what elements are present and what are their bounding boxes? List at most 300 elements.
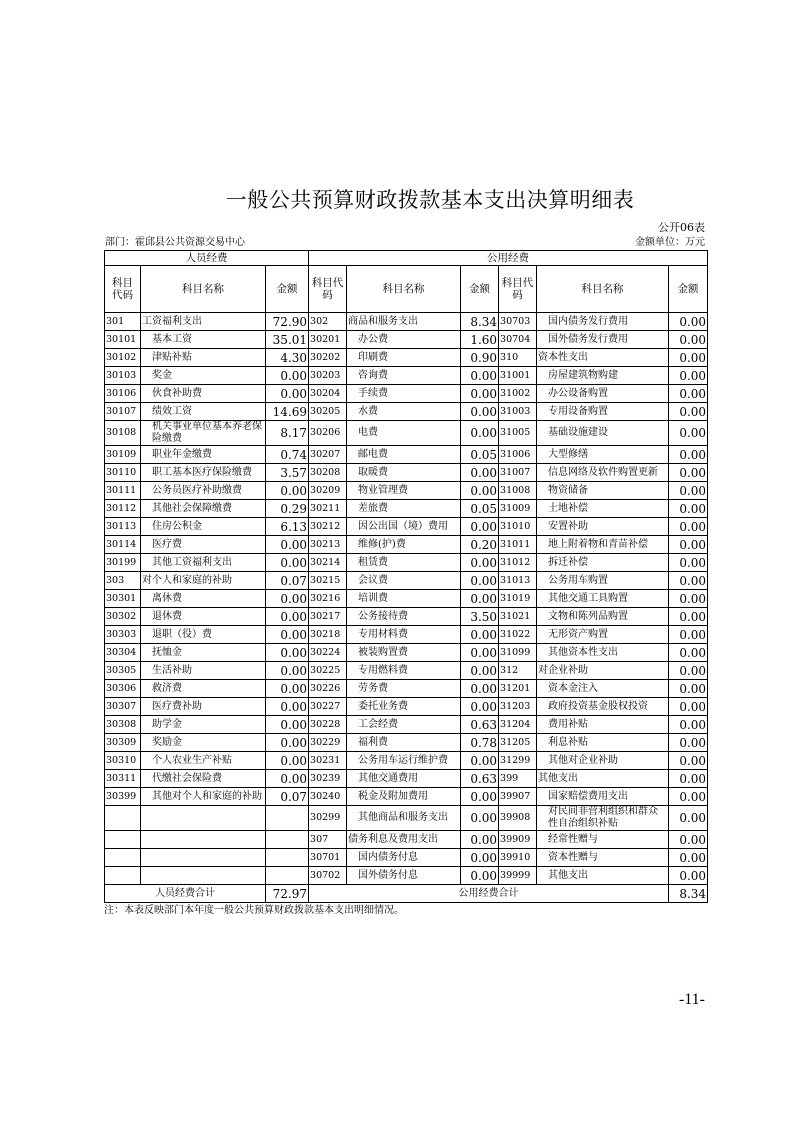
- public-right-amount-cell: 0.00: [669, 403, 708, 421]
- public-left-amount-cell: 0.78: [461, 734, 499, 752]
- public-right-amount-cell: 0.00: [669, 716, 708, 734]
- personnel-code-cell: 30305: [105, 662, 141, 680]
- table-row: [105, 698, 708, 716]
- personnel-code-cell: 30304: [105, 644, 141, 662]
- public-left-code-cell: 30206: [309, 421, 347, 446]
- public-right-name-cell: 物资储备: [537, 482, 669, 500]
- personnel-code-cell: 30102: [105, 349, 141, 367]
- personnel-code-cell: 30106: [105, 385, 141, 403]
- public-right-amount-header: 金额: [669, 266, 708, 313]
- public-left-code-cell: 30202: [309, 349, 347, 367]
- personnel-amount-cell: 4.30: [266, 349, 309, 367]
- personnel-name-cell: 职工基本医疗保险缴费: [141, 464, 266, 482]
- personnel-amount-cell: 0.00: [266, 590, 309, 608]
- personnel-amount-cell: [266, 831, 309, 849]
- personnel-name-cell: 机关事业单位基本养老保险缴费: [141, 421, 266, 446]
- public-left-name-cell: 手续费: [347, 385, 461, 403]
- table-row: [105, 734, 708, 752]
- public-right-code-cell: 31005: [499, 421, 537, 446]
- personnel-name-cell: [141, 849, 266, 867]
- public-left-code-cell: 30201: [309, 331, 347, 349]
- public-right-name-cell: 经常性赠与: [537, 831, 669, 849]
- public-left-name-cell: 专用燃料费: [347, 662, 461, 680]
- public-right-name-cell: 专用设备购置: [537, 403, 669, 421]
- personnel-name-cell: 医疗费: [141, 536, 266, 554]
- public-left-name-cell: 邮电费: [347, 446, 461, 464]
- personnel-amount-cell: 0.00: [266, 536, 309, 554]
- public-left-amount-cell: 0.00: [461, 518, 499, 536]
- public-left-code-cell: 30211: [309, 500, 347, 518]
- public-left-name-cell: 其他商品和服务支出: [347, 806, 461, 831]
- public-left-amount-cell: 0.00: [461, 572, 499, 590]
- group-header-row: [105, 251, 708, 266]
- public-right-name-cell: 资本性赠与: [537, 849, 669, 867]
- public-right-name-cell: 国外债务发行费用: [537, 331, 669, 349]
- personnel-name-cell: 伙食补助费: [141, 385, 266, 403]
- public-right-amount-cell: 0.00: [669, 626, 708, 644]
- public-left-amount-cell: 0.00: [461, 385, 499, 403]
- public-right-amount-cell: 0.00: [669, 680, 708, 698]
- personnel-name-cell: [141, 867, 266, 885]
- public-left-amount-cell: 0.00: [461, 644, 499, 662]
- personnel-amount-cell: 3.57: [266, 464, 309, 482]
- table-row: [105, 626, 708, 644]
- public-left-code-cell: 30229: [309, 734, 347, 752]
- personnel-amount-cell: 72.90: [266, 313, 309, 331]
- public-right-amount-cell: 0.00: [669, 806, 708, 831]
- public-left-amount-cell: 0.63: [461, 716, 499, 734]
- public-right-code-cell: 31008: [499, 482, 537, 500]
- public-left-code-cell: 30213: [309, 536, 347, 554]
- table-row: [105, 572, 708, 590]
- table-row: [105, 662, 708, 680]
- public-right-amount-cell: 0.00: [669, 590, 708, 608]
- public-right-amount-cell: 0.00: [669, 446, 708, 464]
- personnel-name-cell: [141, 806, 266, 831]
- personnel-code-cell: 30109: [105, 446, 141, 464]
- public-right-name-cell: 信息网络及软件购置更新: [537, 464, 669, 482]
- public-right-name-cell: 安置补助: [537, 518, 669, 536]
- public-right-code-cell: 30704: [499, 331, 537, 349]
- table-row: [105, 608, 708, 626]
- public-right-name-cell: 国内债务发行费用: [537, 313, 669, 331]
- personnel-name-cell: 个人农业生产补贴: [141, 752, 266, 770]
- public-left-code-cell: 30299: [309, 806, 347, 831]
- personnel-amount-cell: 0.29: [266, 500, 309, 518]
- public-left-code-cell: 30215: [309, 572, 347, 590]
- personnel-name-cell: 退休费: [141, 608, 266, 626]
- public-right-amount-cell: 0.00: [669, 518, 708, 536]
- public-left-name-cell: 公务用车运行维护费: [347, 752, 461, 770]
- personnel-name-cell: 其他工资福利支出: [141, 554, 266, 572]
- public-left-code-cell: 302: [309, 313, 347, 331]
- personnel-name-cell: 代缴社会保险费: [141, 770, 266, 788]
- public-left-code-cell: 30212: [309, 518, 347, 536]
- public-left-amount-cell: 0.05: [461, 446, 499, 464]
- public-right-amount-cell: 0.00: [669, 367, 708, 385]
- public-right-name-cell: 政府投资基金股权投资: [537, 698, 669, 716]
- public-right-amount-cell: 0.00: [669, 752, 708, 770]
- public-left-code-cell: 30701: [309, 849, 347, 867]
- public-left-code-cell: 30228: [309, 716, 347, 734]
- public-right-amount-cell: 0.00: [669, 536, 708, 554]
- public-left-code-cell: 30227: [309, 698, 347, 716]
- personnel-name-cell: 工资福利支出: [141, 313, 266, 331]
- public-left-amount-cell: 1.60: [461, 331, 499, 349]
- public-right-name-cell: 对民间非营利组织和群众性自治组织补贴: [537, 806, 669, 831]
- public-right-code-cell: 39907: [499, 788, 537, 806]
- personnel-amount-cell: 0.00: [266, 752, 309, 770]
- public-right-name-cell: 无形资产购置: [537, 626, 669, 644]
- personnel-code-cell: [105, 831, 141, 849]
- table-row: [105, 331, 708, 349]
- personnel-amount-cell: 0.00: [266, 554, 309, 572]
- public-right-amount-cell: 0.00: [669, 608, 708, 626]
- public-right-code-cell: 31001: [499, 367, 537, 385]
- personnel-code-header: 科目代码: [105, 266, 141, 313]
- unit-label: 金额单位：万元: [635, 237, 705, 248]
- public-right-name-cell: 对企业补助: [537, 662, 669, 680]
- public-right-code-cell: 31013: [499, 572, 537, 590]
- public-right-code-cell: 31205: [499, 734, 537, 752]
- table-row: [105, 385, 708, 403]
- public-left-name-cell: 福利费: [347, 734, 461, 752]
- public-left-name-cell: 专用材料费: [347, 626, 461, 644]
- public-left-code-cell: 30205: [309, 403, 347, 421]
- public-right-code-cell: 31203: [499, 698, 537, 716]
- personnel-name-cell: 医疗费补助: [141, 698, 266, 716]
- public-right-name-cell: 资本性支出: [537, 349, 669, 367]
- public-right-code-cell: 39910: [499, 849, 537, 867]
- personnel-amount-cell: 0.00: [266, 680, 309, 698]
- personnel-name-cell: 生活补助: [141, 662, 266, 680]
- public-right-code-cell: 39999: [499, 867, 537, 885]
- personnel-total-label: 人员经费合计: [105, 885, 266, 903]
- personnel-code-cell: [105, 867, 141, 885]
- personnel-name-cell: [141, 831, 266, 849]
- public-right-amount-cell: 0.00: [669, 554, 708, 572]
- public-right-name-cell: 大型修缮: [537, 446, 669, 464]
- personnel-code-cell: [105, 806, 141, 831]
- public-right-code-cell: 31299: [499, 752, 537, 770]
- public-left-name-cell: 培训费: [347, 590, 461, 608]
- table-row: [105, 752, 708, 770]
- public-left-name-cell: 电费: [347, 421, 461, 446]
- table-row: [105, 349, 708, 367]
- public-left-amount-cell: 0.20: [461, 536, 499, 554]
- table-row: [105, 482, 708, 500]
- public-left-name-cell: 维修(护)费: [347, 536, 461, 554]
- public-right-amount-cell: 0.00: [669, 572, 708, 590]
- personnel-name-cell: 助学金: [141, 716, 266, 734]
- public-right-code-cell: 310: [499, 349, 537, 367]
- table-row: [105, 536, 708, 554]
- public-left-amount-cell: 0.00: [461, 680, 499, 698]
- public-right-amount-cell: 0.00: [669, 385, 708, 403]
- personnel-name-cell: 住房公积金: [141, 518, 266, 536]
- public-left-name-cell: 劳务费: [347, 680, 461, 698]
- public-left-code-cell: 30203: [309, 367, 347, 385]
- personnel-amount-cell: 0.00: [266, 644, 309, 662]
- public-left-code-cell: 30207: [309, 446, 347, 464]
- public-right-name-cell: 公务用车购置: [537, 572, 669, 590]
- public-left-amount-cell: 3.50: [461, 608, 499, 626]
- public-right-amount-cell: 0.00: [669, 644, 708, 662]
- department-label: 部门：霍邱县公共资源交易中心: [105, 237, 245, 248]
- personnel-amount-cell: 0.00: [266, 662, 309, 680]
- personnel-code-cell: 30113: [105, 518, 141, 536]
- personnel-amount-cell: 0.00: [266, 698, 309, 716]
- personnel-amount-cell: 0.00: [266, 770, 309, 788]
- public-right-name-cell: 办公设备购置: [537, 385, 669, 403]
- personnel-amount-cell: 0.00: [266, 608, 309, 626]
- public-left-name-cell: 办公费: [347, 331, 461, 349]
- public-left-name-cell: 印刷费: [347, 349, 461, 367]
- table-row: [105, 554, 708, 572]
- public-left-name-cell: 咨询费: [347, 367, 461, 385]
- public-right-name-cell: 土地补偿: [537, 500, 669, 518]
- table-row: [105, 518, 708, 536]
- table-row: [105, 770, 708, 788]
- public-left-name-cell: 水费: [347, 403, 461, 421]
- table-row: [105, 867, 708, 885]
- table-row: [105, 500, 708, 518]
- personnel-code-cell: 30306: [105, 680, 141, 698]
- public-right-amount-cell: 0.00: [669, 421, 708, 446]
- personnel-code-cell: 30302: [105, 608, 141, 626]
- personnel-name-cell: 职业年金缴费: [141, 446, 266, 464]
- public-left-amount-cell: 0.00: [461, 590, 499, 608]
- personnel-code-cell: 30101: [105, 331, 141, 349]
- public-right-name-cell: 文物和陈列品购置: [537, 608, 669, 626]
- public-right-name-cell: 拆迁补偿: [537, 554, 669, 572]
- public-right-name-cell: 国家赔偿费用支出: [537, 788, 669, 806]
- public-left-code-cell: 30208: [309, 464, 347, 482]
- public-left-amount-cell: 0.00: [461, 626, 499, 644]
- personnel-code-cell: 30111: [105, 482, 141, 500]
- personnel-code-cell: 30108: [105, 421, 141, 446]
- public-left-name-cell: 差旅费: [347, 500, 461, 518]
- public-total-amount: 8.34: [669, 885, 708, 903]
- public-right-amount-cell: 0.00: [669, 662, 708, 680]
- public-left-name-cell: 取暖费: [347, 464, 461, 482]
- public-left-amount-cell: 0.00: [461, 806, 499, 831]
- public-right-code-cell: 39908: [499, 806, 537, 831]
- personnel-name-cell: 其他对个人和家庭的补助: [141, 788, 266, 806]
- personnel-code-cell: 30303: [105, 626, 141, 644]
- public-left-amount-cell: 0.63: [461, 770, 499, 788]
- public-left-name-cell: 被装购置费: [347, 644, 461, 662]
- public-right-amount-cell: 0.00: [669, 500, 708, 518]
- personnel-amount-cell: 35.01: [266, 331, 309, 349]
- public-right-amount-cell: 0.00: [669, 867, 708, 885]
- public-left-code-cell: 30240: [309, 788, 347, 806]
- public-right-amount-cell: 0.00: [669, 464, 708, 482]
- personnel-amount-cell: 0.00: [266, 385, 309, 403]
- personnel-name-cell: 公务员医疗补助缴费: [141, 482, 266, 500]
- personnel-code-cell: 30301: [105, 590, 141, 608]
- public-right-amount-cell: 0.00: [669, 788, 708, 806]
- table-row: [105, 313, 708, 331]
- public-right-name-cell: 费用补贴: [537, 716, 669, 734]
- personnel-amount-cell: 0.00: [266, 482, 309, 500]
- page-title: 一般公共预算财政拨款基本支出决算明细表: [225, 188, 635, 212]
- public-right-code-cell: 31021: [499, 608, 537, 626]
- public-left-amount-cell: 0.00: [461, 421, 499, 446]
- public-left-code-cell: 30224: [309, 644, 347, 662]
- public-left-name-header: 科目名称: [347, 266, 461, 313]
- personnel-code-cell: 30112: [105, 500, 141, 518]
- public-right-name-cell: 地上附着物和青苗补偿: [537, 536, 669, 554]
- personnel-code-cell: 30103: [105, 367, 141, 385]
- table-row: [105, 644, 708, 662]
- public-left-amount-cell: 0.00: [461, 831, 499, 849]
- public-left-amount-cell: 0.00: [461, 698, 499, 716]
- public-right-name-cell: 房屋建筑物购建: [537, 367, 669, 385]
- personnel-code-cell: 30307: [105, 698, 141, 716]
- personnel-header: 人员经费: [105, 251, 309, 266]
- public-right-code-cell: 31099: [499, 644, 537, 662]
- public-right-code-cell: 39909: [499, 831, 537, 849]
- public-left-amount-cell: 0.00: [461, 464, 499, 482]
- public-right-code-cell: 312: [499, 662, 537, 680]
- personnel-name-cell: 奖金: [141, 367, 266, 385]
- personnel-name-header: 科目名称: [141, 266, 266, 313]
- public-left-amount-cell: 0.00: [461, 367, 499, 385]
- table-row: [105, 590, 708, 608]
- public-right-name-cell: 基础设施建设: [537, 421, 669, 446]
- public-left-code-header: 科目代码: [309, 266, 347, 313]
- public-right-amount-cell: 0.00: [669, 831, 708, 849]
- public-right-amount-cell: 0.00: [669, 331, 708, 349]
- public-right-name-header: 科目名称: [537, 266, 669, 313]
- public-right-amount-cell: 0.00: [669, 313, 708, 331]
- personnel-code-cell: 30199: [105, 554, 141, 572]
- public-left-code-cell: 30214: [309, 554, 347, 572]
- public-right-name-cell: 其他支出: [537, 867, 669, 885]
- public-right-amount-cell: 0.00: [669, 698, 708, 716]
- public-left-amount-cell: 0.00: [461, 849, 499, 867]
- public-left-name-cell: 租赁费: [347, 554, 461, 572]
- public-left-amount-header: 金额: [461, 266, 499, 313]
- public-total-label: 公用经费合计: [309, 885, 669, 903]
- personnel-code-cell: [105, 849, 141, 867]
- public-right-code-cell: 31022: [499, 626, 537, 644]
- public-left-amount-cell: 0.00: [461, 403, 499, 421]
- public-left-code-cell: 30225: [309, 662, 347, 680]
- personnel-name-cell: 基本工资: [141, 331, 266, 349]
- public-right-code-cell: 31003: [499, 403, 537, 421]
- table-row: [105, 421, 708, 446]
- public-left-name-cell: 会议费: [347, 572, 461, 590]
- personnel-amount-cell: 0.00: [266, 367, 309, 385]
- public-left-code-cell: 30226: [309, 680, 347, 698]
- public-left-amount-cell: 0.00: [461, 788, 499, 806]
- table-body: [105, 313, 708, 885]
- public-left-name-cell: 委托业务费: [347, 698, 461, 716]
- public-left-amount-cell: 0.05: [461, 500, 499, 518]
- public-left-name-cell: 国外债务付息: [347, 867, 461, 885]
- personnel-amount-cell: 0.07: [266, 572, 309, 590]
- page-number: -11-: [678, 991, 705, 1008]
- public-right-code-cell: 399: [499, 770, 537, 788]
- public-left-code-cell: 30239: [309, 770, 347, 788]
- personnel-name-cell: 救济费: [141, 680, 266, 698]
- personnel-name-cell: 津贴补贴: [141, 349, 266, 367]
- public-left-name-cell: 债务利息及费用支出: [347, 831, 461, 849]
- personnel-name-cell: 离休费: [141, 590, 266, 608]
- personnel-amount-cell: 6.13: [266, 518, 309, 536]
- public-right-amount-cell: 0.00: [669, 770, 708, 788]
- public-left-name-cell: 其他交通费用: [347, 770, 461, 788]
- public-left-code-cell: 30209: [309, 482, 347, 500]
- personnel-amount-cell: 0.00: [266, 626, 309, 644]
- public-right-amount-cell: 0.00: [669, 734, 708, 752]
- personnel-code-cell: 301: [105, 313, 141, 331]
- table-number: 公开06表: [658, 221, 705, 234]
- public-right-amount-cell: 0.00: [669, 349, 708, 367]
- personnel-amount-cell: [266, 806, 309, 831]
- personnel-amount-header: 金额: [266, 266, 309, 313]
- personnel-code-cell: 30110: [105, 464, 141, 482]
- table-row: [105, 446, 708, 464]
- public-left-code-cell: 30216: [309, 590, 347, 608]
- personnel-code-cell: 303: [105, 572, 141, 590]
- public-left-name-cell: 税金及附加费用: [347, 788, 461, 806]
- personnel-code-cell: 30311: [105, 770, 141, 788]
- public-right-name-cell: 其他对企业补助: [537, 752, 669, 770]
- public-left-name-cell: 国内债务付息: [347, 849, 461, 867]
- personnel-amount-cell: [266, 867, 309, 885]
- public-right-code-cell: 31009: [499, 500, 537, 518]
- public-right-code-cell: 31012: [499, 554, 537, 572]
- public-left-amount-cell: 0.00: [461, 554, 499, 572]
- public-right-code-header: 科目代码: [499, 266, 537, 313]
- personnel-name-cell: 对个人和家庭的补助: [141, 572, 266, 590]
- public-left-name-cell: 物业管理费: [347, 482, 461, 500]
- public-left-code-cell: 30702: [309, 867, 347, 885]
- personnel-name-cell: 其他社会保障缴费: [141, 500, 266, 518]
- table-row: [105, 680, 708, 698]
- public-left-name-cell: 工会经费: [347, 716, 461, 734]
- personnel-code-cell: 30308: [105, 716, 141, 734]
- personnel-code-cell: 30310: [105, 752, 141, 770]
- public-right-name-cell: 其他支出: [537, 770, 669, 788]
- public-left-name-cell: 因公出国（境）费用: [347, 518, 461, 536]
- personnel-name-cell: 退职（役）费: [141, 626, 266, 644]
- column-header-row: [105, 266, 708, 313]
- personnel-name-cell: 抚恤金: [141, 644, 266, 662]
- public-left-code-cell: 30218: [309, 626, 347, 644]
- personnel-amount-cell: 0.00: [266, 716, 309, 734]
- personnel-code-cell: 30309: [105, 734, 141, 752]
- public-left-amount-cell: 0.00: [461, 867, 499, 885]
- total-row: [105, 885, 708, 903]
- table-row: [105, 788, 708, 806]
- public-right-code-cell: 31006: [499, 446, 537, 464]
- public-right-code-cell: 31007: [499, 464, 537, 482]
- personnel-amount-cell: 0.74: [266, 446, 309, 464]
- public-left-name-cell: 商品和服务支出: [347, 313, 461, 331]
- public-left-amount-cell: 0.00: [461, 662, 499, 680]
- public-right-name-cell: 利息补贴: [537, 734, 669, 752]
- table-row: [105, 849, 708, 867]
- table-container: [104, 250, 707, 917]
- public-right-amount-cell: 0.00: [669, 849, 708, 867]
- public-right-code-cell: 31010: [499, 518, 537, 536]
- public-left-name-cell: 公务接待费: [347, 608, 461, 626]
- public-right-code-cell: 31201: [499, 680, 537, 698]
